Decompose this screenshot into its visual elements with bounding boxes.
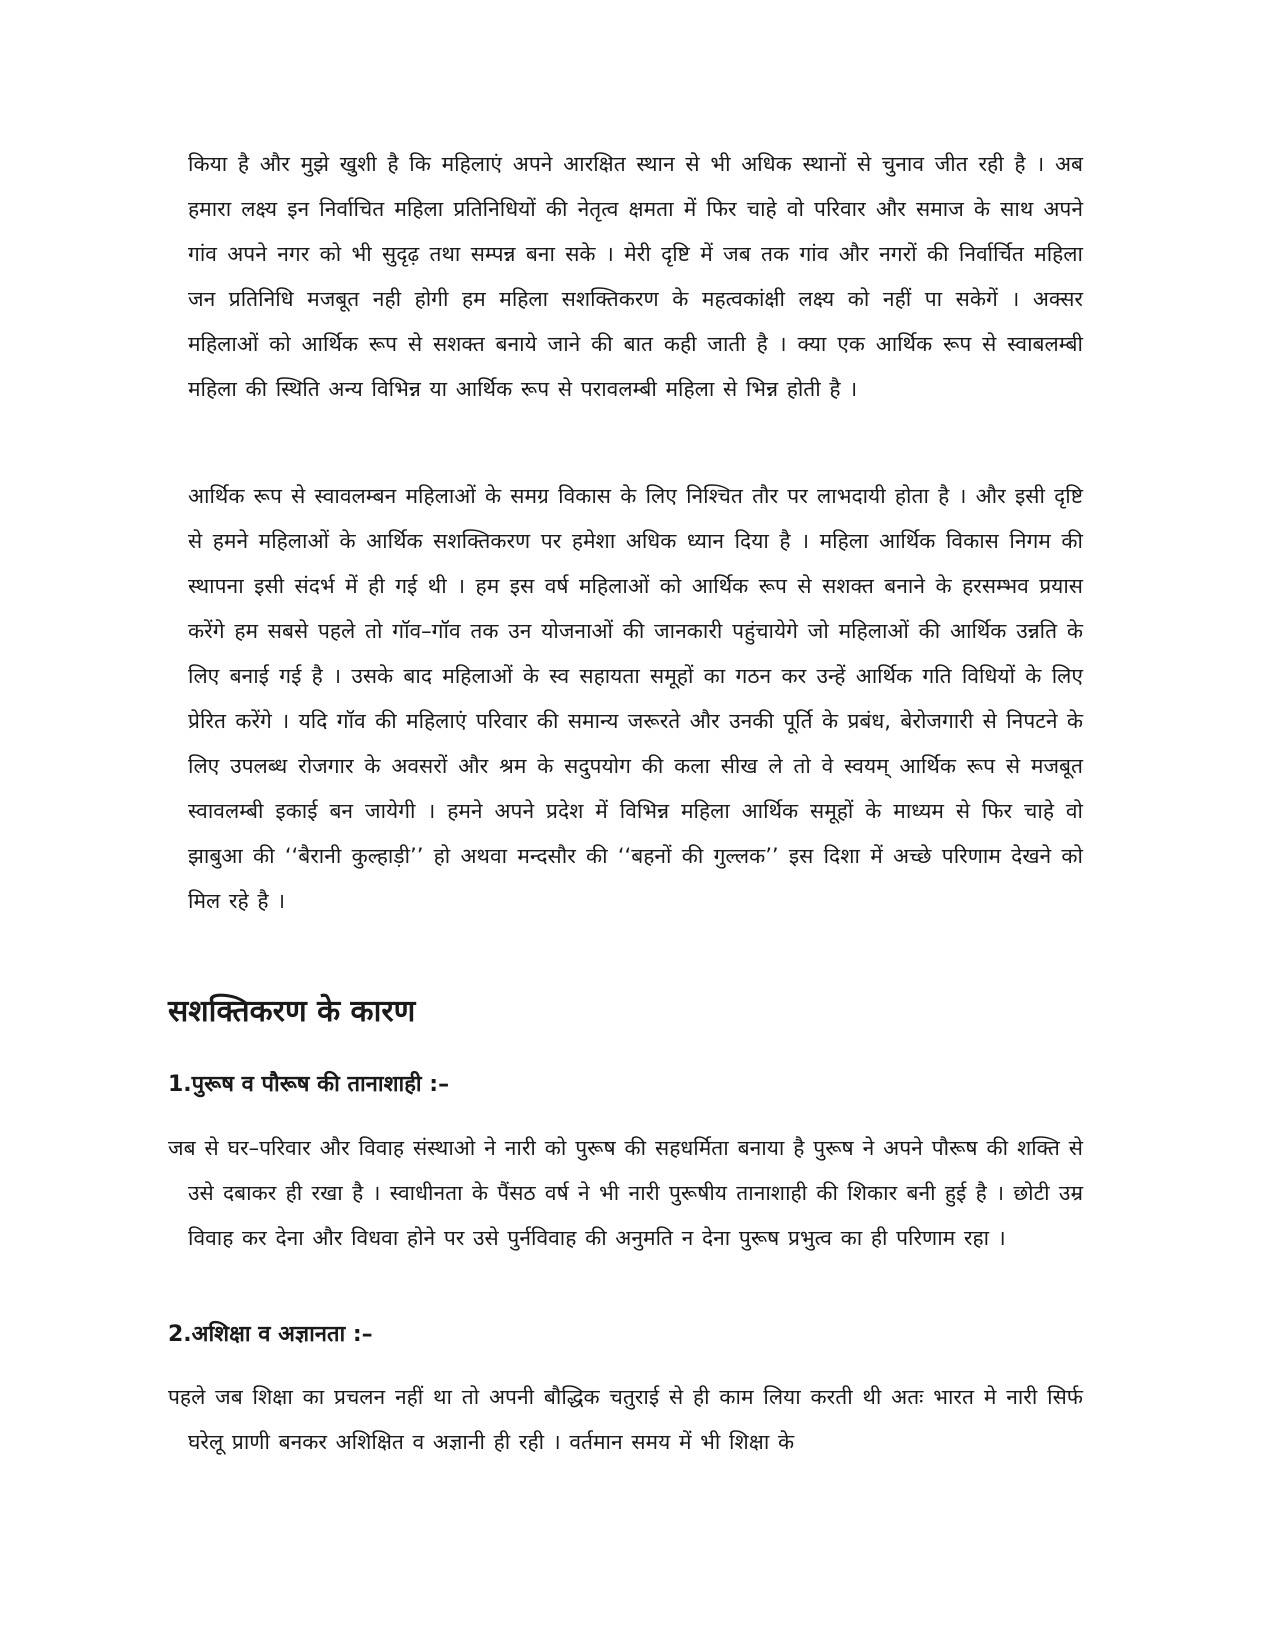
subsection-text-1: जब से घर–परिवार और विवाह संस्थाओ ने नारी को पुरूष की सहधर्मिता बनाया है पुरूष ने अपने पौरूष की शक्ति से उसे दबाकर ही रखा है । स्वाधीनता के पैंसठ वर्ष ने भी नारी पुरूषीय तानाशाही की शिकार बनी हुई है । छोटी उम्र विवाह कर देना और विधवा होने पर उसे पुर्नविवाह की अनुमति न देना पुरूष प्रभुत्व का ही परिणाम रहा । bbox=[168, 1136, 1083, 1250]
subsection-text-2: पहले जब शिक्षा का प्रचलन नहीं था तो अपनी बौद्धिक चतुराई से ही काम लिया करती थी अतः भारत मे नारी सिर्फ घरेलू प्राणी बनकर अशिक्षित व अज्ञानी ही रही । वर्तमान समय में भी शिक्षा के bbox=[168, 1385, 1083, 1454]
body-paragraph-1: किया है और मुझे खुशी है कि महिलाएं अपने आरक्षित स्थान से भी अधिक स्थानों से चुनाव जीत रही है । अब हमारा लक्ष्य इन निर्वाचित महिला प्रतिनिधियों की नेतृत्व क्षमता में फिर चाहे वो परिवार और समाज के साथ अपने गांव अपने नगर को भी सुदृढ़ तथा सम्पन्न बना सके । मेरी दृष्टि में जब तक गांव और नगरों की निर्वार्चित महिला जन प्रतिनिधि मजबूत नही होगी हम महिला सशक्तिकरण के महत्वकांक्षी लक्ष्य को नहीं पा सकेगें । अक्सर महिलाओं को आर्थिक रूप से सशक्त बनाये जाने की बात कही जाती है । क्या एक आर्थिक रूप से स्वाबलम्बी महिला की स्थिति अन्य विभिन्न या आर्थिक रूप से परावलम्बी महिला से भिन्न होती है । bbox=[188, 152, 1083, 401]
subsection-title-2: 2.अशिक्षा व अज्ञानता :– bbox=[168, 1322, 373, 1347]
body-paragraph-2: आर्थिक रूप से स्वावलम्बन महिलाओं के समग्र विकास के लिए निश्चित तौर पर लाभदायी होता है । और इसी दृष्टि से हमने महिलाओं के आर्थिक सशक्तिकरण पर हमेशा अधिक ध्यान दिया है । महिला आर्थिक विकास निगम की स्थापना इसी संदर्भ में ही गई थी । हम इस वर्ष महिलाओं को आर्थिक रूप से सशक्त बनाने के हरसम्भव प्रयास करेंगे हम सबसे पहले तो गॉव–गॉव तक उन योजनाओं की जानकारी पहुंचायेगे जो महिलाओं की आर्थिक उन्नति के लिए बनाई गई है । उसके बाद महिलाओं के स्व सहायता समूहों का गठन कर उन्हें आर्थिक गति विधियों के लिए प्रेरित करेंगे । यदि गॉव की महिलाएं परिवार की समान्य जरूरते और उनकी पूर्ति के प्रबंध, बेरोजगारी से निपटने के लिए उपलब्ध रोजगार के अवसरों और श्रम के सदुपयोग की कला सीख ले तो वे स्वयम् आर्थिक रूप से मजबूत स्वावलम्बी इकाई बन जायेगी । हमने अपने प्रदेश में विभिन्न महिला आर्थिक समूहों के माध्यम से फिर चाहे वो झाबुआ की ‘‘बैरानी कुल्हाड़ी’’ हो अथवा मन्दसौर की ‘‘बहनों की गुल्लक’’ इस दिशा में अच्छे परिणाम देखने को मिल रहे है । bbox=[188, 484, 1083, 913]
subsection-title-1: 1.पुरूष व पौरूष की तानाशाही :– bbox=[168, 1072, 450, 1097]
section-heading: सशक्तिकरण के कारण bbox=[168, 994, 416, 1029]
